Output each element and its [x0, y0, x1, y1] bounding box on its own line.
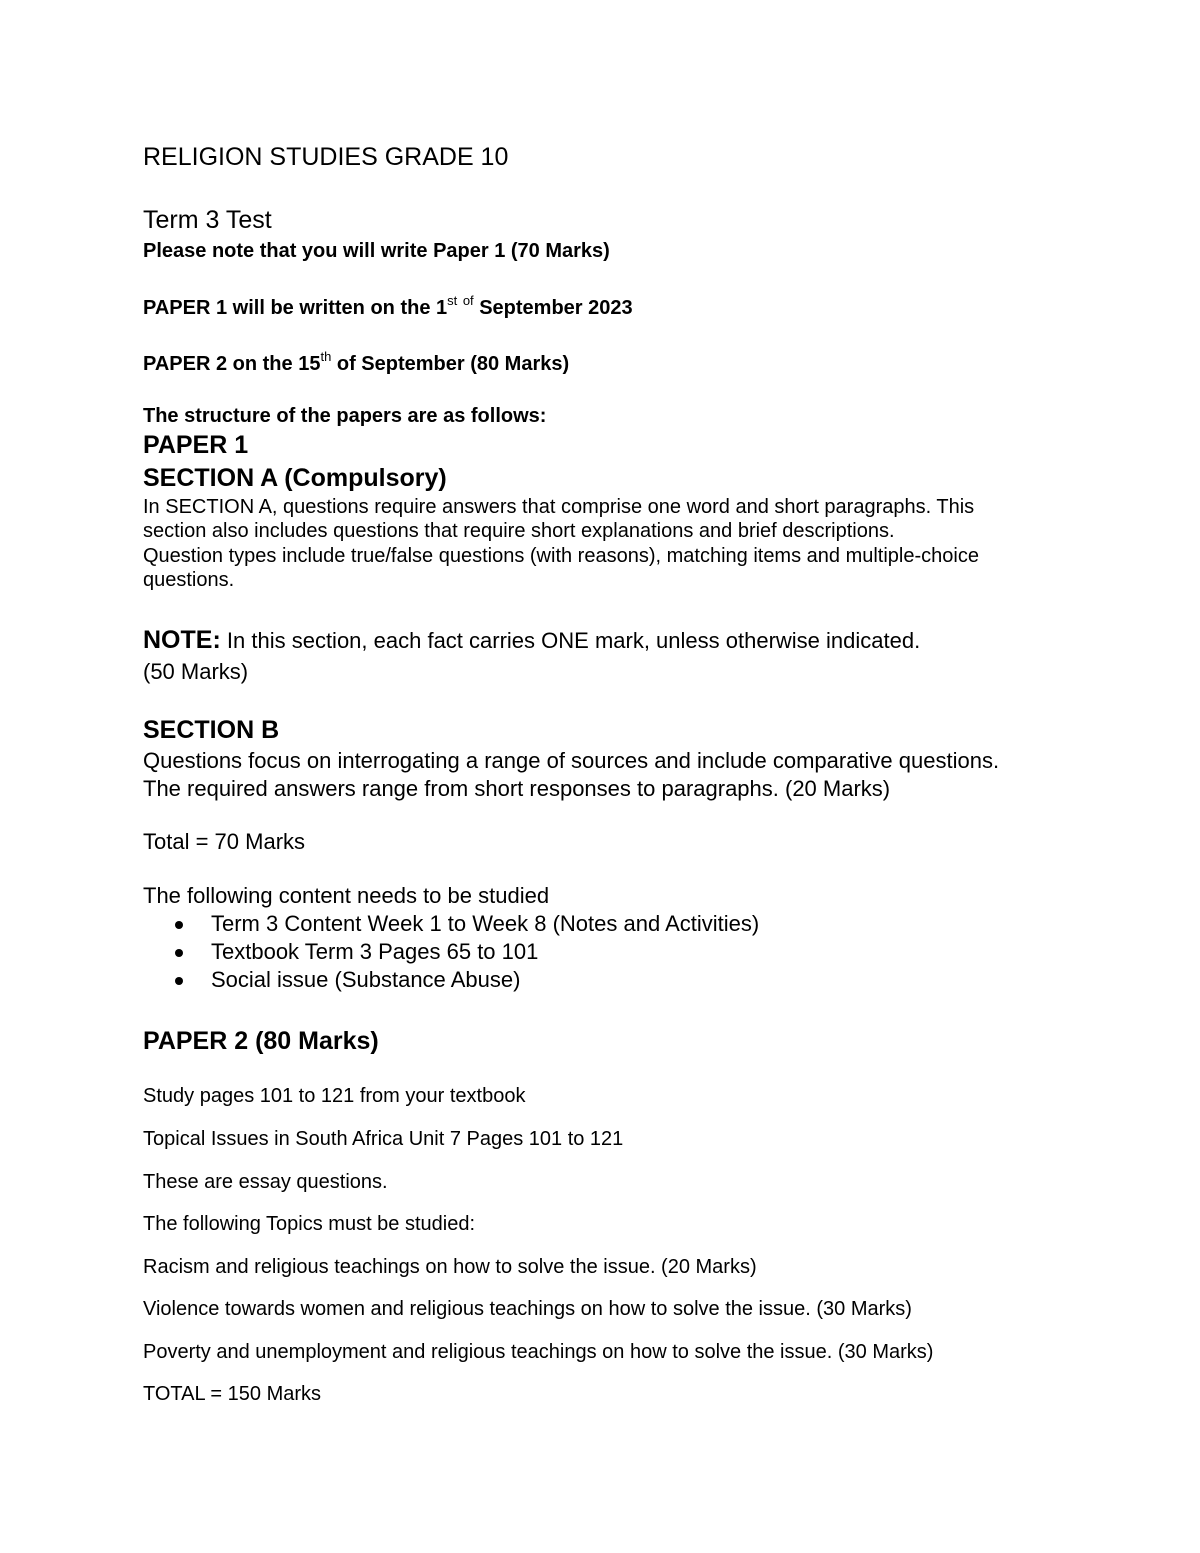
paper2-heading: PAPER 2 (80 Marks) — [143, 1027, 379, 1055]
paper2-date-sup: th — [320, 349, 332, 364]
paper2-date-before: PAPER 2 on the 15 — [143, 353, 321, 375]
structure-heading: The structure of the papers are as follows: — [143, 405, 547, 427]
bullet-icon — [175, 949, 183, 957]
paper2-line: Poverty and unemployment and religious teachings on how to solve the issue. (30 Marks) — [143, 1341, 934, 1363]
paper2-line: The following Topics must be studied: — [143, 1213, 476, 1235]
paper2-line: Racism and religious teachings on how to solve the issue. (20 Marks) — [143, 1256, 757, 1278]
paper2-line: Violence towards women and religious teachings on how to solve the issue. (30 Marks) — [143, 1298, 912, 1320]
note-label: NOTE: — [143, 626, 221, 654]
bullet-icon — [175, 921, 183, 929]
paper1-total: Total = 70 Marks — [143, 829, 306, 854]
term-heading: Term 3 Test — [143, 206, 272, 234]
paper2-date-line — [143, 349, 570, 376]
paper1-date-of: of — [462, 293, 474, 308]
section-a-heading: SECTION A (Compulsory) — [143, 464, 447, 492]
paper2-line: Study pages 101 to 121 from your textbook — [143, 1085, 526, 1107]
paper1-date-after: September 2023 — [479, 297, 633, 319]
content-list-item: Term 3 Content Week 1 to Week 8 (Notes and Activities) — [211, 911, 760, 936]
bullet-icon — [175, 977, 183, 985]
section-a-note — [143, 626, 920, 655]
grand-total: TOTAL = 150 Marks — [143, 1383, 322, 1405]
paper1-heading: PAPER 1 — [143, 431, 249, 459]
paper2-date-after: of September (80 Marks) — [336, 353, 570, 375]
content-intro: The following content needs to be studied — [143, 883, 550, 908]
section-a-marks: (50 Marks) — [143, 659, 249, 684]
section-b-line: The required answers range from short responses to paragraphs. (20 Marks) — [143, 776, 891, 801]
content-list-item: Textbook Term 3 Pages 65 to 101 — [211, 939, 539, 964]
section-a-line: Question types include true/false questions (with reasons), matching items and multiple-choice — [143, 545, 979, 567]
section-b-heading: SECTION B — [143, 716, 280, 744]
paper1-note: Please note that you will write Paper 1 (70 Marks) — [143, 240, 610, 262]
paper2-line: Topical Issues in South Africa Unit 7 Pages 101 to 121 — [143, 1128, 624, 1150]
document-title: RELIGION STUDIES GRADE 10 — [143, 143, 509, 171]
section-a-line: In SECTION A, questions require answers that comprise one word and short paragraphs. This — [143, 496, 975, 518]
paper1-date-sup: st — [447, 293, 458, 308]
section-a-line: questions. — [143, 569, 235, 591]
section-b-line: Questions focus on interrogating a range of sources and include comparative questions. — [143, 748, 1000, 773]
section-a-line: section also includes questions that require short explanations and brief descriptions. — [143, 520, 895, 542]
note-text: In this section, each fact carries ONE mark, unless otherwise indicated. — [226, 628, 921, 653]
paper1-date-line — [143, 293, 633, 320]
paper2-line: These are essay questions. — [143, 1171, 388, 1193]
paper1-date-before: PAPER 1 will be written on the 1 — [143, 297, 448, 319]
content-list-item: Social issue (Substance Abuse) — [211, 967, 521, 992]
